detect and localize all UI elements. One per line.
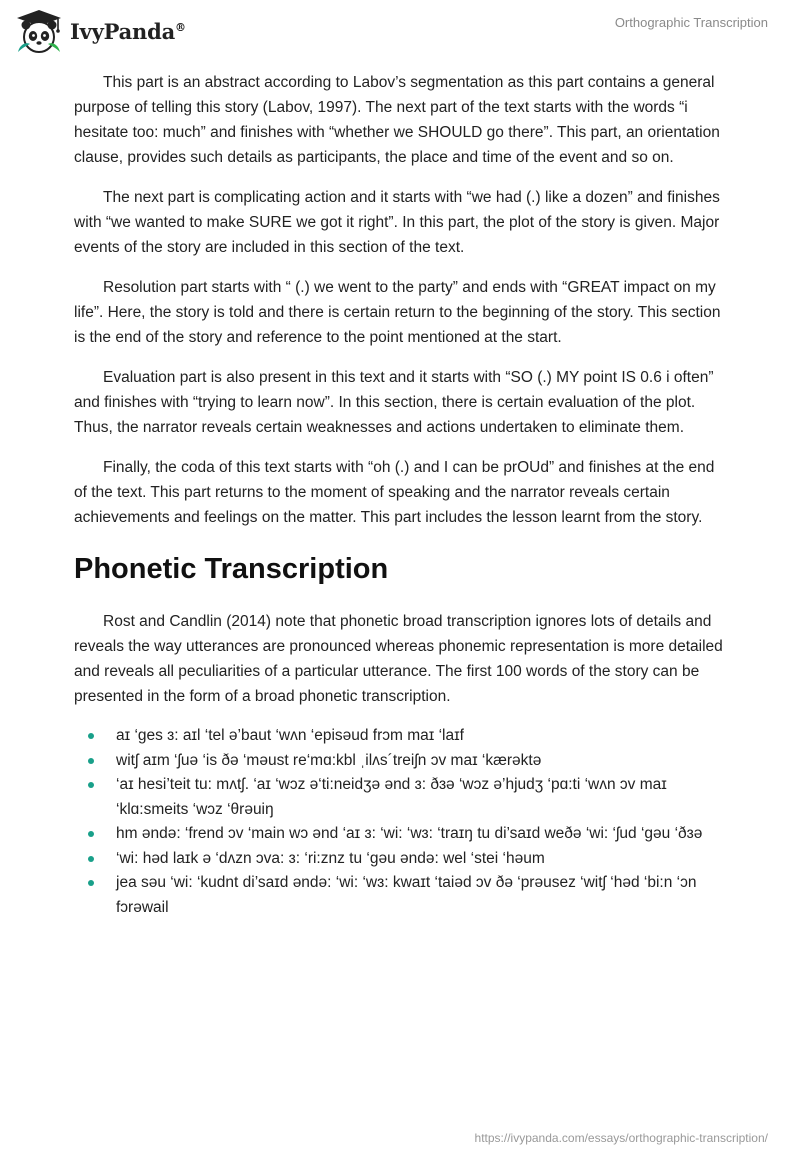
- document-title: Orthographic Transcription: [614, 15, 768, 30]
- bullet-icon: [88, 758, 94, 764]
- list-item: witʃ aɪm ‘ʃuə ‘is ðə ‘məust re‘mɑ:kbl ˌilʌs´treiʃn ɔv maɪ ‘kærəktə: [74, 749, 724, 774]
- panda-graduation-cap-icon: [14, 8, 64, 54]
- paragraph-phonetic-intro: Rost and Candlin (2014) note that phonetic broad transcription ignores lots of details and reveals the way utterances are pronounced whereas phonemic representation is more detailed and reveals all peculiarities of a particular utterance. The first 100 words of the story can be presented in the form of a broad phonetic transcription.: [74, 613, 723, 705]
- list-item: jea səu ‘wi: ‘kudnt di’saɪd əndə: ‘wi: ‘wɜ: kwaɪt ‘taiəd ɔv ðə ‘prəusez ‘witʃ ‘həd ‘bi:n ‘ɔn fɔrəwail: [74, 871, 724, 920]
- bullet-icon: [88, 733, 94, 739]
- source-url-link[interactable]: https://ivypanda.com/essays/orthographic-transcription/: [474, 1131, 768, 1145]
- list-item: ‘aɪ hesi’teit tu: mʌtʃ. ‘aɪ ‘wɔz ə‘ti:neidʒə ənd ɜ: ðɜə ‘wɔz ə’hjudʒ ‘pɑ:ti ‘wʌn ɔv maɪ ‘klɑ:smeits ‘wɔz ‘θrəuiŋ: [74, 773, 724, 822]
- transcription-list: [74, 724, 724, 920]
- paragraph-coda: Finally, the coda of this text starts with “oh (.) and I can be prOUd” and finishes at the end of the text. This part returns to the moment of speaking and the narrator reveals certain achievements and feelings on the matter. This part includes the lesson learnt from the story.: [74, 459, 715, 526]
- article-body: [74, 70, 724, 920]
- paragraph-complicating-action: The next part is complicating action and it starts with “we had (.) like a dozen” and finishes with “we wanted to make SURE we got it right”. In this part, the plot of the story is given. Major events of the story are included in this section of the text.: [74, 189, 720, 256]
- paragraph-evaluation: Evaluation part is also present in this text and it starts with “SO (.) MY point IS 0.6 i often” and finishes with “trying to learn now”. In this section, there is certain evaluation of the plot. Thus, the narrator reveals certain weaknesses and actions undertaken to eliminate them.: [74, 369, 714, 436]
- list-item: aɪ ‘ges ɜ: aɪl ‘tel ə’baut ‘wʌn ‘episəud frɔm maɪ ‘laɪf: [74, 724, 724, 749]
- paragraph-abstract: This part is an abstract according to Labov’s segmentation as this part contains a general purpose of telling this story (Labov, 1997). The next part of the text starts with the words “i hesitate too: much” and finishes with “whether we SHOULD go there”. This part, an orientation clause, provides such details as participants, the place and time of the event and so on.: [74, 74, 720, 166]
- section-heading: Phonetic Transcription: [74, 553, 389, 585]
- bullet-icon: [88, 831, 94, 837]
- ivypanda-logo[interactable]: [14, 8, 186, 54]
- bullet-icon: [88, 782, 94, 788]
- paragraph-resolution: Resolution part starts with “ (.) we went to the party” and ends with “GREAT impact on my life”. Here, the story is told and there is certain return to the beginning of the story. This section is the end of the story and reference to the point mentioned at the start.: [74, 279, 721, 346]
- bullet-icon: [88, 880, 94, 886]
- page-header: [0, 0, 800, 64]
- bullet-icon: [88, 856, 94, 862]
- list-item: ‘wi: həd laɪk ə ‘dʌzn ɔva: ɜ: ‘ri:znz tu ‘gəu əndə: wel ‘stei ‘həum: [74, 847, 724, 872]
- logo-text: IvyPanda®: [70, 18, 186, 44]
- list-item: hm əndə: ‘frend ɔv ‘main wɔ ənd ‘aɪ ɜ: ‘wi: ‘wɜ: ‘traɪŋ tu di’saɪd weðə ‘wi: ‘ʃud ‘gəu ‘ðɜə: [74, 822, 724, 847]
